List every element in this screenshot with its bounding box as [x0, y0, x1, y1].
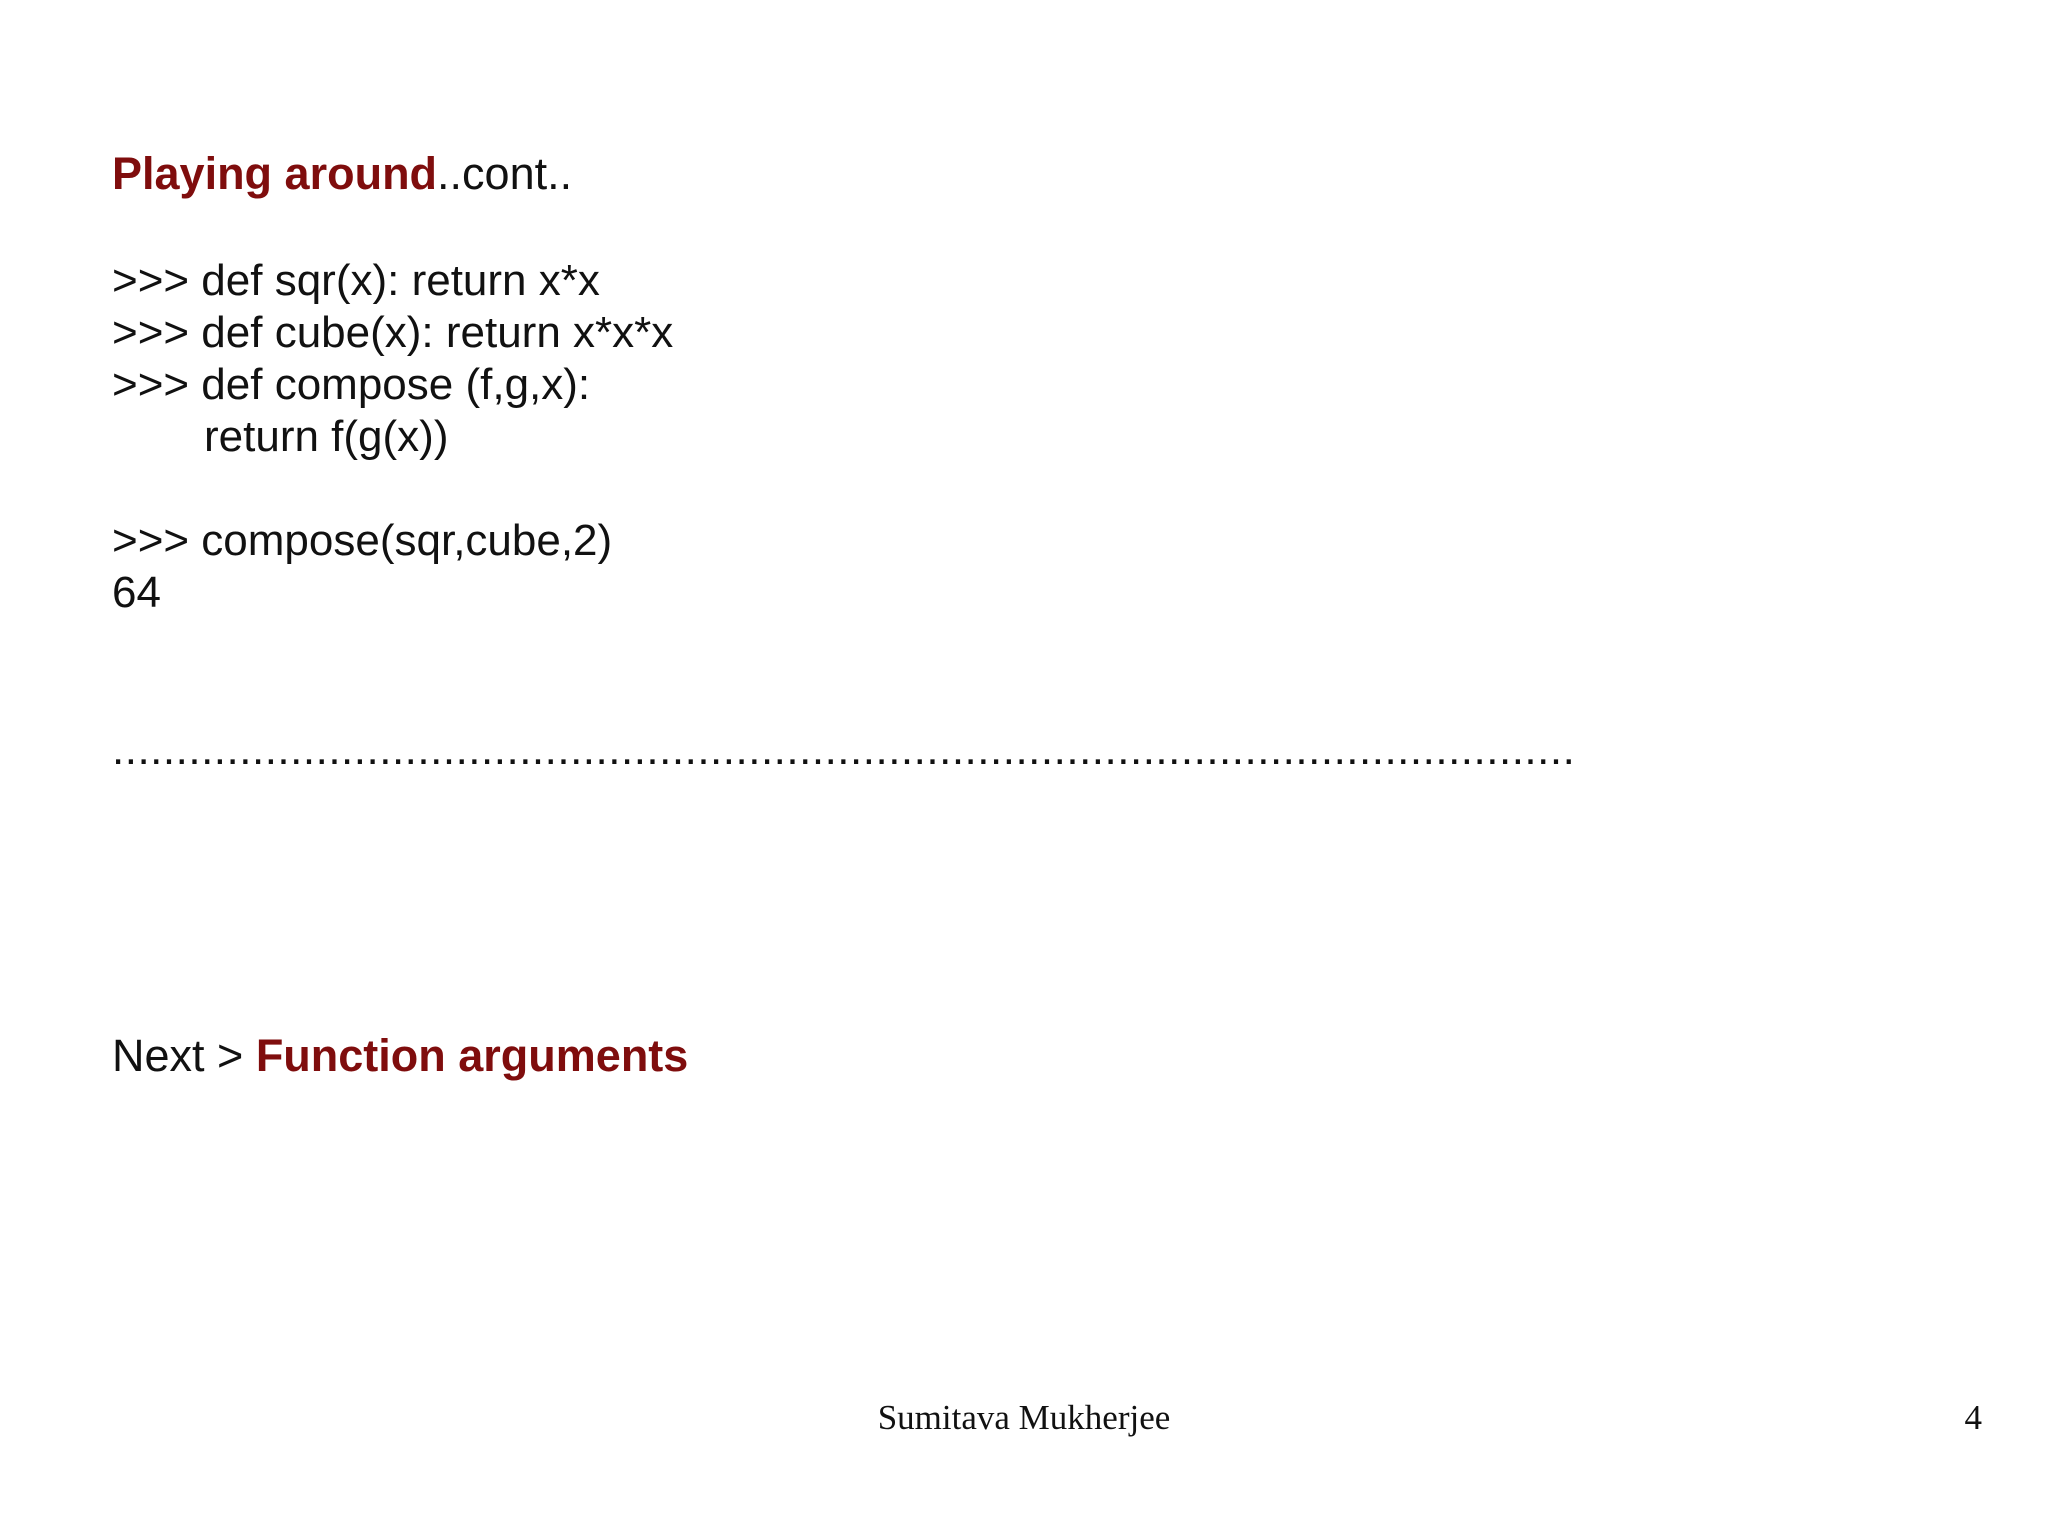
- dotted-separator: ...................................................................................................................: [112, 725, 1576, 774]
- code-line-output: 64: [112, 568, 161, 617]
- slide-title-rest: ..cont..: [437, 148, 573, 199]
- next-topic: [112, 1030, 688, 1082]
- code-line-def-compose: >>> def compose (f,g,x):: [112, 360, 591, 409]
- code-line-def-sqr: >>> def sqr(x): return x*x: [112, 256, 600, 305]
- code-line-return: return f(g(x)): [204, 412, 449, 461]
- next-topic-prefix: Next >: [112, 1030, 256, 1081]
- code-line-call-compose: >>> compose(sqr,cube,2): [112, 516, 613, 565]
- code-line-def-cube: >>> def cube(x): return x*x*x: [112, 308, 674, 357]
- page-number: 4: [1964, 1398, 1982, 1437]
- slide-title: [112, 148, 572, 200]
- next-topic-title: Function arguments: [255, 1030, 689, 1081]
- slide-title-emphasis: Playing around: [112, 148, 438, 199]
- footer-author: Sumitava Mukherjee: [877, 1398, 1171, 1437]
